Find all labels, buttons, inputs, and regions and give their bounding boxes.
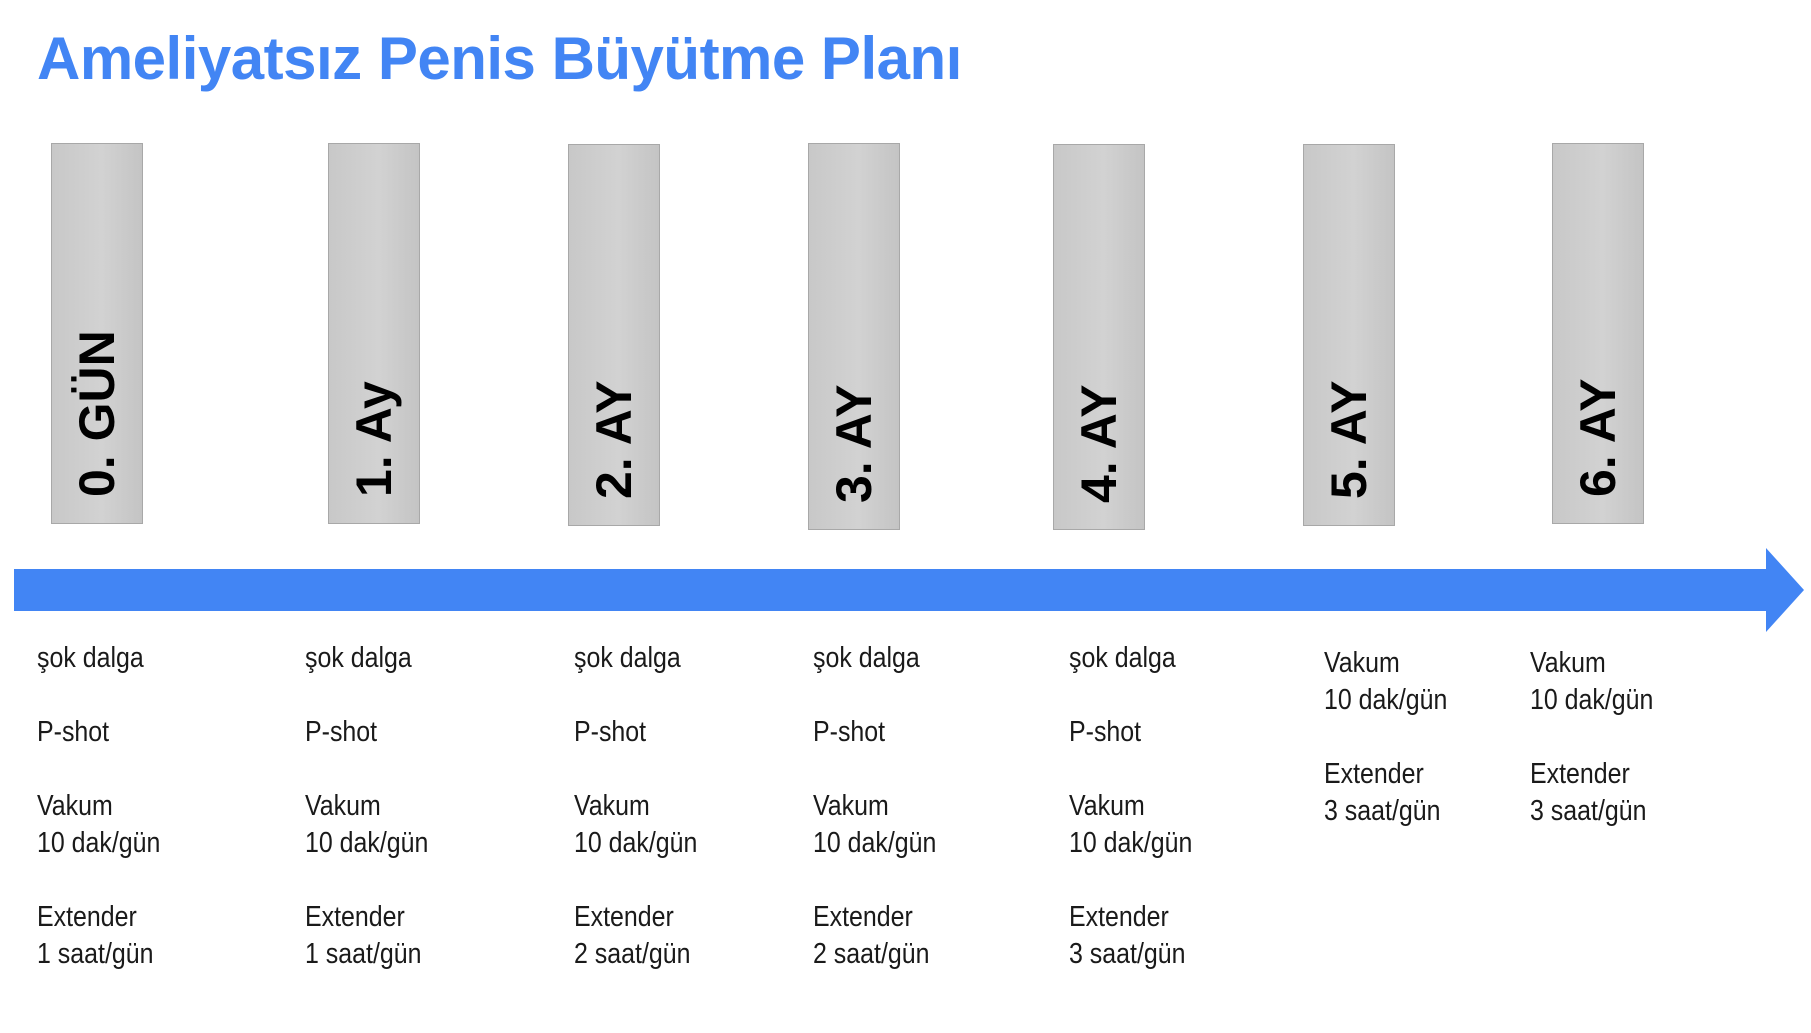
treatment-name: şok dalga: [574, 642, 681, 674]
stage-bar: [1053, 144, 1145, 530]
treatment-name: şok dalga: [305, 642, 412, 674]
treatment-name: şok dalga: [37, 642, 144, 674]
treatment-dose: 10 dak/gün: [574, 827, 698, 859]
treatment-item: [1530, 756, 1653, 830]
treatment-item: [574, 899, 697, 973]
treatment-item: [1069, 788, 1192, 862]
stage-label: 5. AY: [1321, 380, 1377, 499]
timeline-arrow: [14, 548, 1804, 638]
treatment-item: [813, 714, 936, 751]
treatment-name: Extender: [1324, 758, 1424, 790]
treatment-item: [813, 899, 936, 973]
treatment-item: [37, 714, 160, 751]
timeline-arrow-shape: [14, 548, 1804, 632]
treatment-item: [1324, 645, 1447, 719]
treatment-item: [305, 899, 428, 973]
stage-bar: [328, 143, 420, 524]
stage-label: 6. AY: [1570, 378, 1626, 497]
treatment-name: P-shot: [37, 716, 110, 748]
treatment-item: [574, 640, 697, 677]
stage-column: [1324, 645, 1447, 867]
treatment-item: [37, 640, 160, 677]
treatment-dose: 10 dak/gün: [37, 827, 161, 859]
stage-column: [305, 640, 428, 1010]
treatment-dose: 1 saat/gün: [37, 938, 154, 970]
stage-column: [1530, 645, 1653, 867]
treatment-dose: 10 dak/gün: [1324, 684, 1448, 716]
stage-bar: [568, 144, 660, 526]
treatment-name: Extender: [1530, 758, 1630, 790]
treatment-name: Vakum: [813, 790, 889, 822]
treatment-item: [1069, 640, 1192, 677]
treatment-dose: 10 dak/gün: [1530, 684, 1654, 716]
treatment-item: [37, 899, 160, 973]
treatment-dose: 3 saat/gün: [1069, 938, 1186, 970]
treatment-item: [1069, 714, 1192, 751]
treatment-name: Extender: [37, 901, 137, 933]
stage-label: 2. AY: [586, 380, 642, 499]
page-title: Ameliyatsız Penis Büyütme Planı: [37, 25, 962, 92]
treatment-item: [305, 788, 428, 862]
treatment-name: Extender: [813, 901, 913, 933]
treatment-dose: 2 saat/gün: [574, 938, 691, 970]
stage-label: 3. AY: [826, 384, 882, 503]
treatment-dose: 3 saat/gün: [1324, 795, 1441, 827]
stage-bar: [1303, 144, 1395, 526]
treatment-name: P-shot: [305, 716, 378, 748]
treatment-name: Vakum: [1530, 647, 1606, 679]
treatment-item: [574, 714, 697, 751]
stage-column: [574, 640, 697, 1010]
treatment-name: Vakum: [305, 790, 381, 822]
stage-column: [813, 640, 936, 1010]
stage-column: [37, 640, 160, 1010]
treatment-name: P-shot: [574, 716, 647, 748]
treatment-name: Extender: [305, 901, 405, 933]
treatment-item: [574, 788, 697, 862]
treatment-item: [305, 640, 428, 677]
treatment-name: Vakum: [574, 790, 650, 822]
treatment-item: [1069, 899, 1192, 973]
treatment-dose: 3 saat/gün: [1530, 795, 1647, 827]
treatment-name: Vakum: [1324, 647, 1400, 679]
stage-bar: [51, 143, 143, 524]
treatment-item: [37, 788, 160, 862]
stage-bar: [1552, 143, 1644, 524]
treatment-name: P-shot: [813, 716, 886, 748]
treatment-name: şok dalga: [813, 642, 920, 674]
treatment-dose: 2 saat/gün: [813, 938, 930, 970]
treatment-name: Extender: [1069, 901, 1169, 933]
treatment-dose: 10 dak/gün: [813, 827, 937, 859]
treatment-dose: 1 saat/gün: [305, 938, 422, 970]
treatment-item: [1324, 756, 1447, 830]
stage-bar: [808, 143, 900, 530]
stage-label: 1. Ay: [346, 381, 402, 497]
stage-column: [1069, 640, 1192, 1010]
treatment-name: Extender: [574, 901, 674, 933]
treatment-item: [813, 640, 936, 677]
stage-label: 4. AY: [1071, 384, 1127, 503]
stage-label: 0. GÜN: [69, 330, 125, 497]
treatment-dose: 10 dak/gün: [1069, 827, 1193, 859]
treatment-name: Vakum: [37, 790, 113, 822]
treatment-item: [813, 788, 936, 862]
treatment-item: [1530, 645, 1653, 719]
treatment-dose: 10 dak/gün: [305, 827, 429, 859]
treatment-name: P-shot: [1069, 716, 1142, 748]
treatment-name: şok dalga: [1069, 642, 1176, 674]
treatment-item: [305, 714, 428, 751]
treatment-name: Vakum: [1069, 790, 1145, 822]
